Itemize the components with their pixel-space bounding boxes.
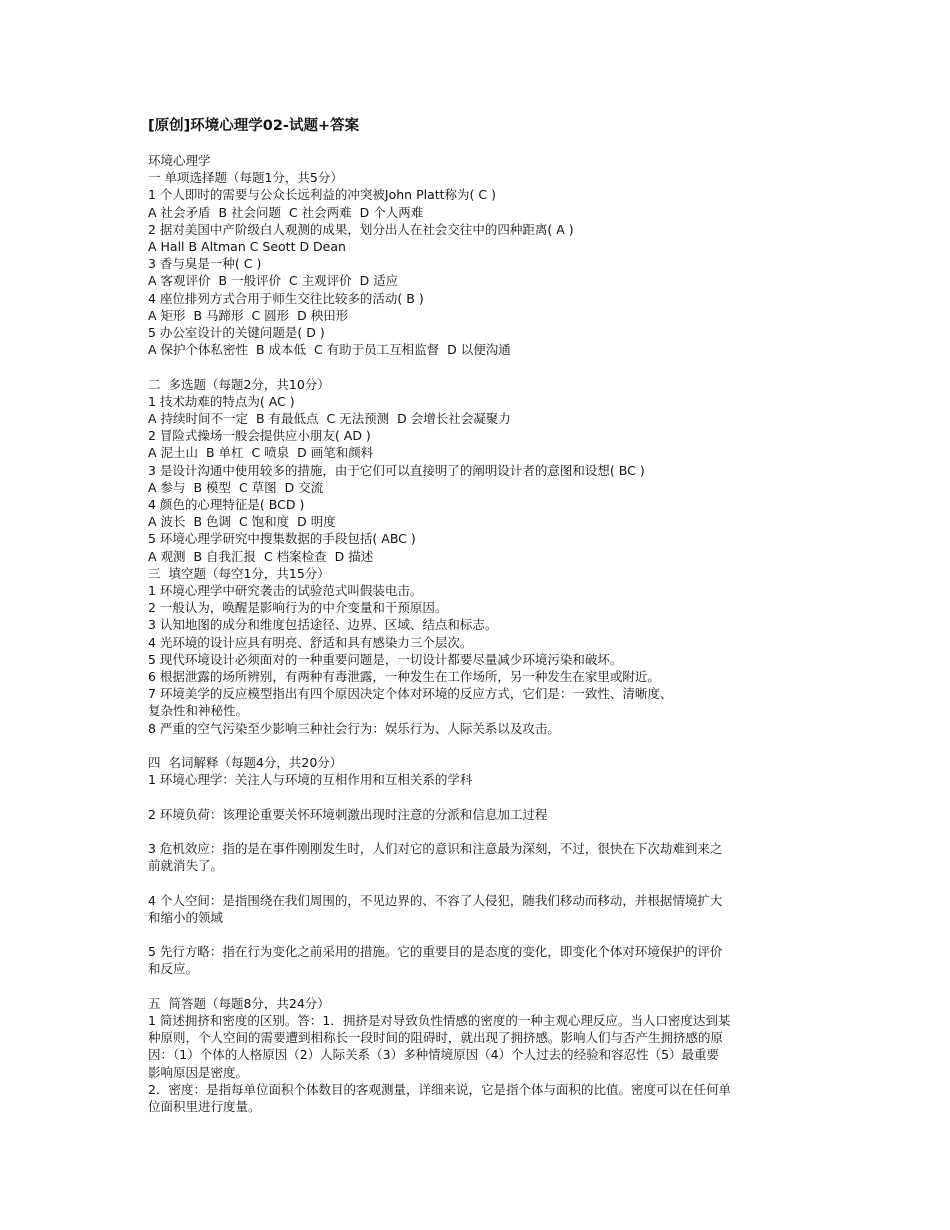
section3-line: 8 严重的空气污染至少影响三种社会行为：娱乐行为、人际关系以及攻击。 [148, 720, 560, 736]
definition-line: 1 环境心理学：关注人与环境的互相作用和互相关系的学科 [148, 772, 473, 788]
spacer [148, 788, 808, 805]
section2-line: A 观测 B 自我汇报 C 档案检查 D 描述 [148, 548, 374, 564]
definition-line: 和反应。 [148, 961, 199, 977]
section3-line: 6 根据泄露的场所辨别，有两种有毒泄露，一种发生在工作场所，另一种发生在家里或附近。 [148, 669, 660, 685]
definition-line: 2 环境负荷：该理论重要关怀环境刺激出现时注意的分派和信息加工过程 [148, 806, 548, 822]
section1-line: A 矩形 B 马蹄形 C 圆形 D 秧田形 [148, 307, 349, 323]
definition-line: 和缩小的领域 [148, 909, 224, 925]
section5-line: 2．密度：是指每单位面积个体数目的客观测量，详细来说，它是指个体与面积的比值。密度可以在任何单 [148, 1081, 731, 1097]
section2-line: 3 是设计沟通中使用较多的措施，由于它们可以直接明了的阐明设计者的意图和设想( BC ) [148, 462, 645, 478]
section1-line: 2 据对美国中产阶级白人观测的成果，划分出人在社会交往中的四种距离( A ) [148, 221, 574, 237]
definition-line: 3 危机效应：指的是在事件刚刚发生时，人们对它的意识和注意最为深刻，不过，很快在下次劫难到来之 [148, 841, 723, 857]
spacer [148, 737, 808, 754]
section5-line: 种原则，个人空间的需要遭到相称长一段时间的阻碍时，就出现了拥挤感。影响人们与否产生拥挤感的原 [148, 1030, 724, 1046]
section5-line: 影响原因是密度。 [148, 1064, 249, 1080]
section1-line: A 客观评价 B 一般评价 C 主观评价 D 适应 [148, 273, 399, 289]
definition-line: 4 个人空间：是指围绕在我们周围的，不见边界的、不容了人侵犯，随我们移动而移动，并根据情境扩大 [148, 892, 723, 908]
section2-line: A 波长 B 色调 C 饱和度 D 明度 [148, 514, 336, 530]
definition-line: 前就消失了。 [148, 858, 224, 874]
section2-line: 5 环境心理学研究中搜集数据的手段包括( ABC ) [148, 531, 416, 547]
section3-line: 3 认知地图的成分和维度包括途径、边界、区域、结点和标志。 [148, 617, 498, 633]
spacer [148, 926, 808, 943]
section5-heading: 五 简答题（每题8分，共24分） [148, 995, 330, 1011]
section2-line: A 泥土山 B 单杠 C 喷泉 D 画笔和颜料 [148, 445, 374, 461]
section1-line: A 社会矛盾 B 社会问题 C 社会两难 D 个人两难 [148, 204, 424, 220]
spacer [148, 978, 808, 995]
document-title: [原创]环境心理学02-试题+答案 [148, 118, 360, 134]
section2-line: 2 冒险式操场一般会提供应小朋友( AD ) [148, 428, 371, 444]
spacer [148, 823, 808, 840]
section1-line: A 保护个体私密性 B 成本低 C 有助于员工互相监督 D 以便沟通 [148, 342, 511, 358]
section5-line: 因：（1）个体的人格原因（2）人际关系（3）多种情境原因（4）个人过去的经验和容忍性（5）最重要 [148, 1047, 720, 1063]
section2-line: 4 颜色的心理特征是( BCD ) [148, 497, 305, 513]
section1-heading: 一 单项选择题（每题1分，共5分） [148, 170, 343, 186]
section1-line: 3 香与臭是一种( C ) [148, 256, 262, 272]
section2-line: 1 技术劫难的特点为( AC ) [148, 393, 295, 409]
section5-line: 位面积里进行度量。 [148, 1099, 261, 1115]
section2-line: A 持续时间不一定 B 有最低点 C 无法预测 D 会增长社会凝聚力 [148, 411, 511, 427]
section4-heading: 四 名词解释（每题4分，共20分） [148, 755, 343, 771]
section2-line: A 参与 B 模型 C 草图 D 交流 [148, 479, 324, 495]
section5-line: 1 简述拥挤和密度的区别。答：1．拥挤是对导致负性情感的密度的一种主观心理反应。当人口密度达到某 [148, 1013, 731, 1029]
section3-line: 2 一般认为，唤醒是影响行为的中介变量和干预原因。 [148, 600, 448, 616]
section1-line: 1 个人即时的需要与公众长远利益的冲突被John Platt称为( C ) [148, 187, 496, 203]
section3-heading: 三 填空题（每空1分，共15分） [148, 565, 330, 581]
spacer [148, 358, 808, 375]
section1-line: 4 座位排列方式合用于师生交往比较多的活动( B ) [148, 290, 424, 306]
definition-line: 5 先行方略：指在行为变化之前采用的措施。它的重要目的是态度的变化，即变化个体对环境保护的评价 [148, 944, 723, 960]
section3-line: 复杂性和神秘性。 [148, 703, 249, 719]
spacer [148, 874, 808, 891]
subject-heading: 环境心理学 [148, 153, 211, 168]
section1-line: A Hall B Altman C Seott D Dean [148, 239, 346, 255]
section3-line: 5 现代环境设计必须面对的一种重要问题是，一切设计都要尽量减少环境污染和破坏。 [148, 651, 623, 667]
section3-line: 4 光环境的设计应具有明亮、舒适和具有感染力三个层次。 [148, 634, 473, 650]
section3-line: 1 环境心理学中研究袭击的试验范式叫假装电击。 [148, 583, 423, 599]
document-page [148, 116, 808, 1115]
section2-heading: 二 多选题（每题2分，共10分） [148, 376, 330, 392]
section1-line: 5 办公室设计的关键问题是( D ) [148, 325, 325, 341]
section3-line: 7 环境美学的反应模型指出有四个原因决定个体对环境的反应方式，它们是：一致性、清晰度、 [148, 686, 673, 702]
